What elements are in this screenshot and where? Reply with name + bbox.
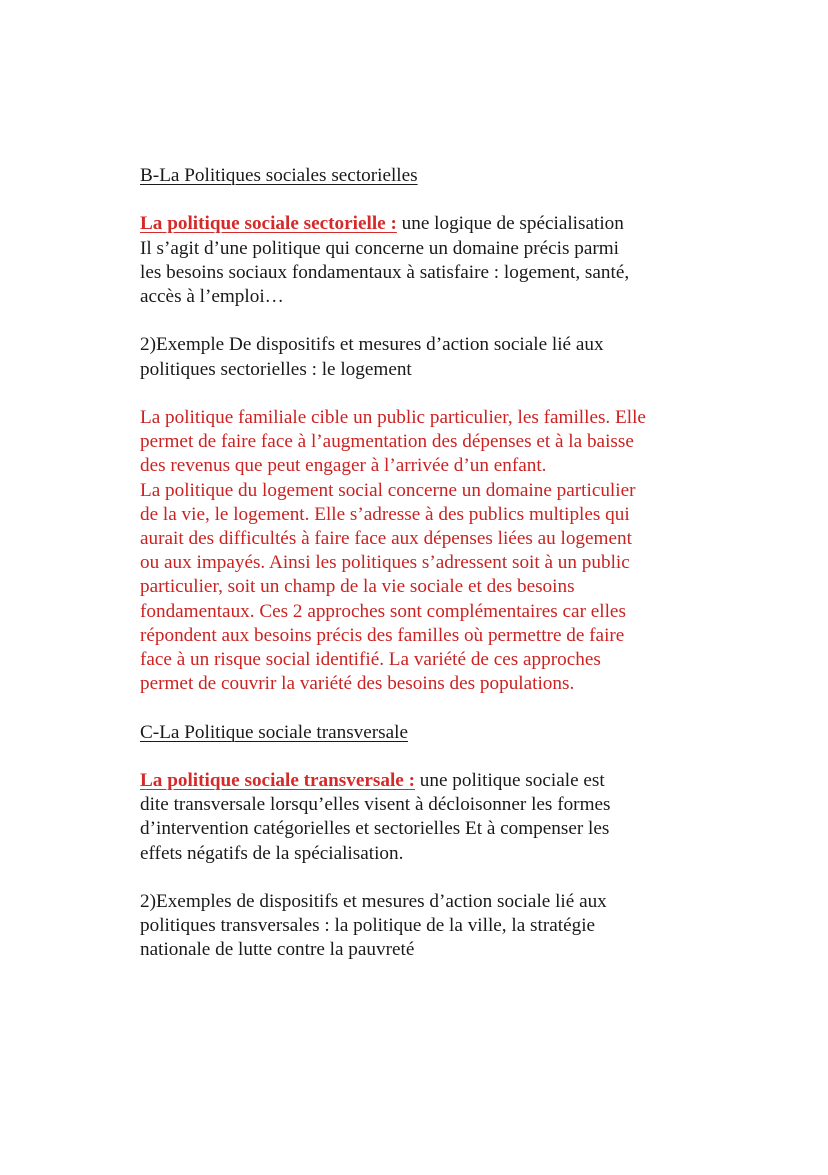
section-c-definition-line: dite transversale lorsqu’elles visent à décloisonner les formes xyxy=(140,794,611,816)
section-b-example-text-line: particulier, soit un champ de la vie sociale et des besoins xyxy=(140,576,575,598)
section-b-definition-line: les besoins sociaux fondamentaux à satisfaire : logement, santé, xyxy=(140,261,630,283)
section-c-example-title-line: nationale de lutte contre la pauvreté xyxy=(140,939,415,961)
section-b-example-text-line: permet de couvrir la variété des besoins des populations. xyxy=(140,673,575,695)
document-content xyxy=(140,164,700,963)
section-b-example-text-line: des revenus que peut engager à l’arrivée d’un enfant. xyxy=(140,455,547,477)
section-b-example-text-line: ou aux impayés. Ainsi les politiques s’adressent soit à un public xyxy=(140,552,630,574)
section-c-heading: C-La Politique sociale transversale xyxy=(140,721,409,743)
section-b-example-text-line: répondent aux besoins précis des familles où permettre de faire xyxy=(140,624,625,646)
section-c-definition-line: d’intervention catégorielles et sectorielles Et à compenser les xyxy=(140,818,610,840)
section-b-definition-rest: une logique de spécialisation xyxy=(396,213,624,235)
section-b-definition-line: Il s’agit d’une politique qui concerne un domaine précis parmi xyxy=(140,237,620,259)
section-b-example-title-line: politiques sectorielles : le logement xyxy=(140,358,412,380)
spacer xyxy=(140,745,700,769)
section-b-example-text-line: de la vie, le logement. Elle s’adresse à des publics multiples qui xyxy=(140,503,630,525)
section-b-example-text-line: face à un risque social identifié. La variété de ces approches xyxy=(140,649,601,671)
spacer xyxy=(140,866,700,890)
section-b-example-text-line: La politique familiale cible un public particulier, les familles. Elle xyxy=(140,406,646,428)
section-c-definition-line: effets négatifs de la spécialisation. xyxy=(140,842,404,864)
section-b-example-text-line: permet de faire face à l’augmentation des dépenses et à la baisse xyxy=(140,431,634,453)
section-b-example-text-line: aurait des difficultés à faire face aux dépenses liées au logement xyxy=(140,528,632,549)
section-c-example-title-line: politiques transversales : la politique de la ville, la stratégie xyxy=(140,915,596,937)
spacer xyxy=(140,188,700,212)
section-b-example-text-line: fondamentaux. Ces 2 approches sont complémentaires car elles xyxy=(140,600,626,622)
section-c-definition-term: La politique sociale transversale : xyxy=(140,770,415,791)
spacer xyxy=(140,382,700,406)
section-c-definition-rest: une politique sociale est xyxy=(415,770,605,791)
section-b-example-title-line: 2)Exemple De dispositifs et mesures d’action sociale lié aux xyxy=(140,334,604,356)
section-c-example-title-line: 2)Exemples de dispositifs et mesures d’action sociale lié aux xyxy=(140,891,607,912)
section-b-heading: B-La Politiques sociales sectorielles xyxy=(140,165,418,186)
section-b-definition-line: accès à l’emploi… xyxy=(140,286,284,307)
spacer xyxy=(140,309,700,333)
section-b-definition-first-line xyxy=(140,212,700,236)
spacer xyxy=(140,696,700,720)
section-b-definition-term: La politique sociale sectorielle : xyxy=(140,213,397,235)
section-b-example-text-line: La politique du logement social concerne un domaine particulier xyxy=(140,479,636,501)
section-c-definition-first-line xyxy=(140,769,700,793)
